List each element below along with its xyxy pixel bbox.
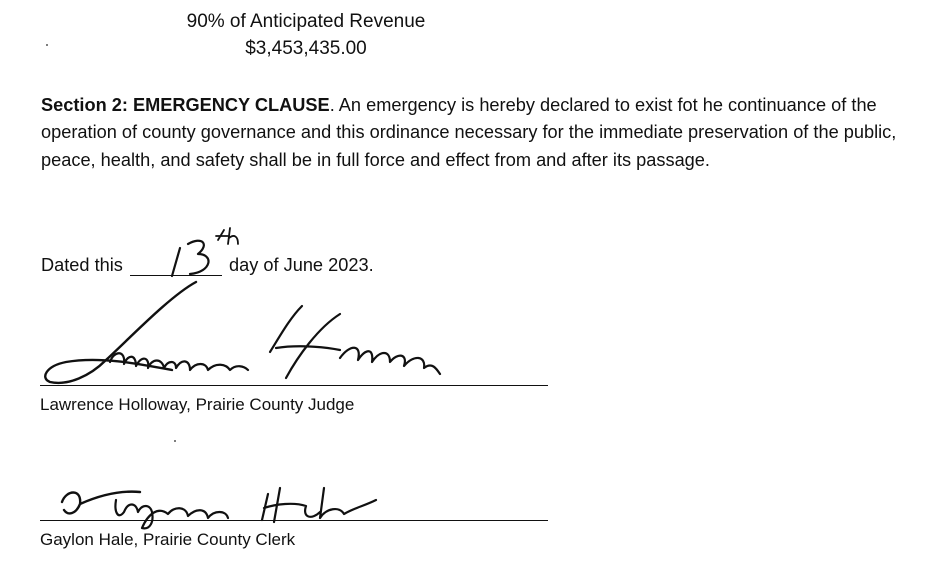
section-2-body: . An emergency is hereby declared to exist fot he continuance of the operation of county governance and this ordinance necessary for the immediate preservation of the public, peace, health, and safety shall be in full force and effect from and after its passage. xyxy=(41,95,897,170)
section-2-paragraph xyxy=(41,92,911,174)
clerk-printed-name: Gaylon Hale, Prairie County Clerk xyxy=(40,530,296,549)
revenue-amount: $3,453,435.00 xyxy=(245,38,367,59)
scan-speck xyxy=(174,440,176,442)
judge-signature xyxy=(40,278,460,394)
judge-signature-line xyxy=(40,385,548,386)
dated-suffix: day of June 2023. xyxy=(229,255,374,275)
dated-prefix: Dated this xyxy=(41,255,123,275)
judge-printed-name: Lawrence Holloway, Prairie County Judge xyxy=(40,395,355,414)
scan-speck xyxy=(46,44,48,46)
clerk-signature-line xyxy=(40,520,548,521)
clerk-signature xyxy=(58,478,388,534)
revenue-label: 90% of Anticipated Revenue xyxy=(186,11,426,32)
handwritten-day xyxy=(158,226,250,282)
section-2-heading: Section 2: EMERGENCY CLAUSE xyxy=(41,95,330,115)
